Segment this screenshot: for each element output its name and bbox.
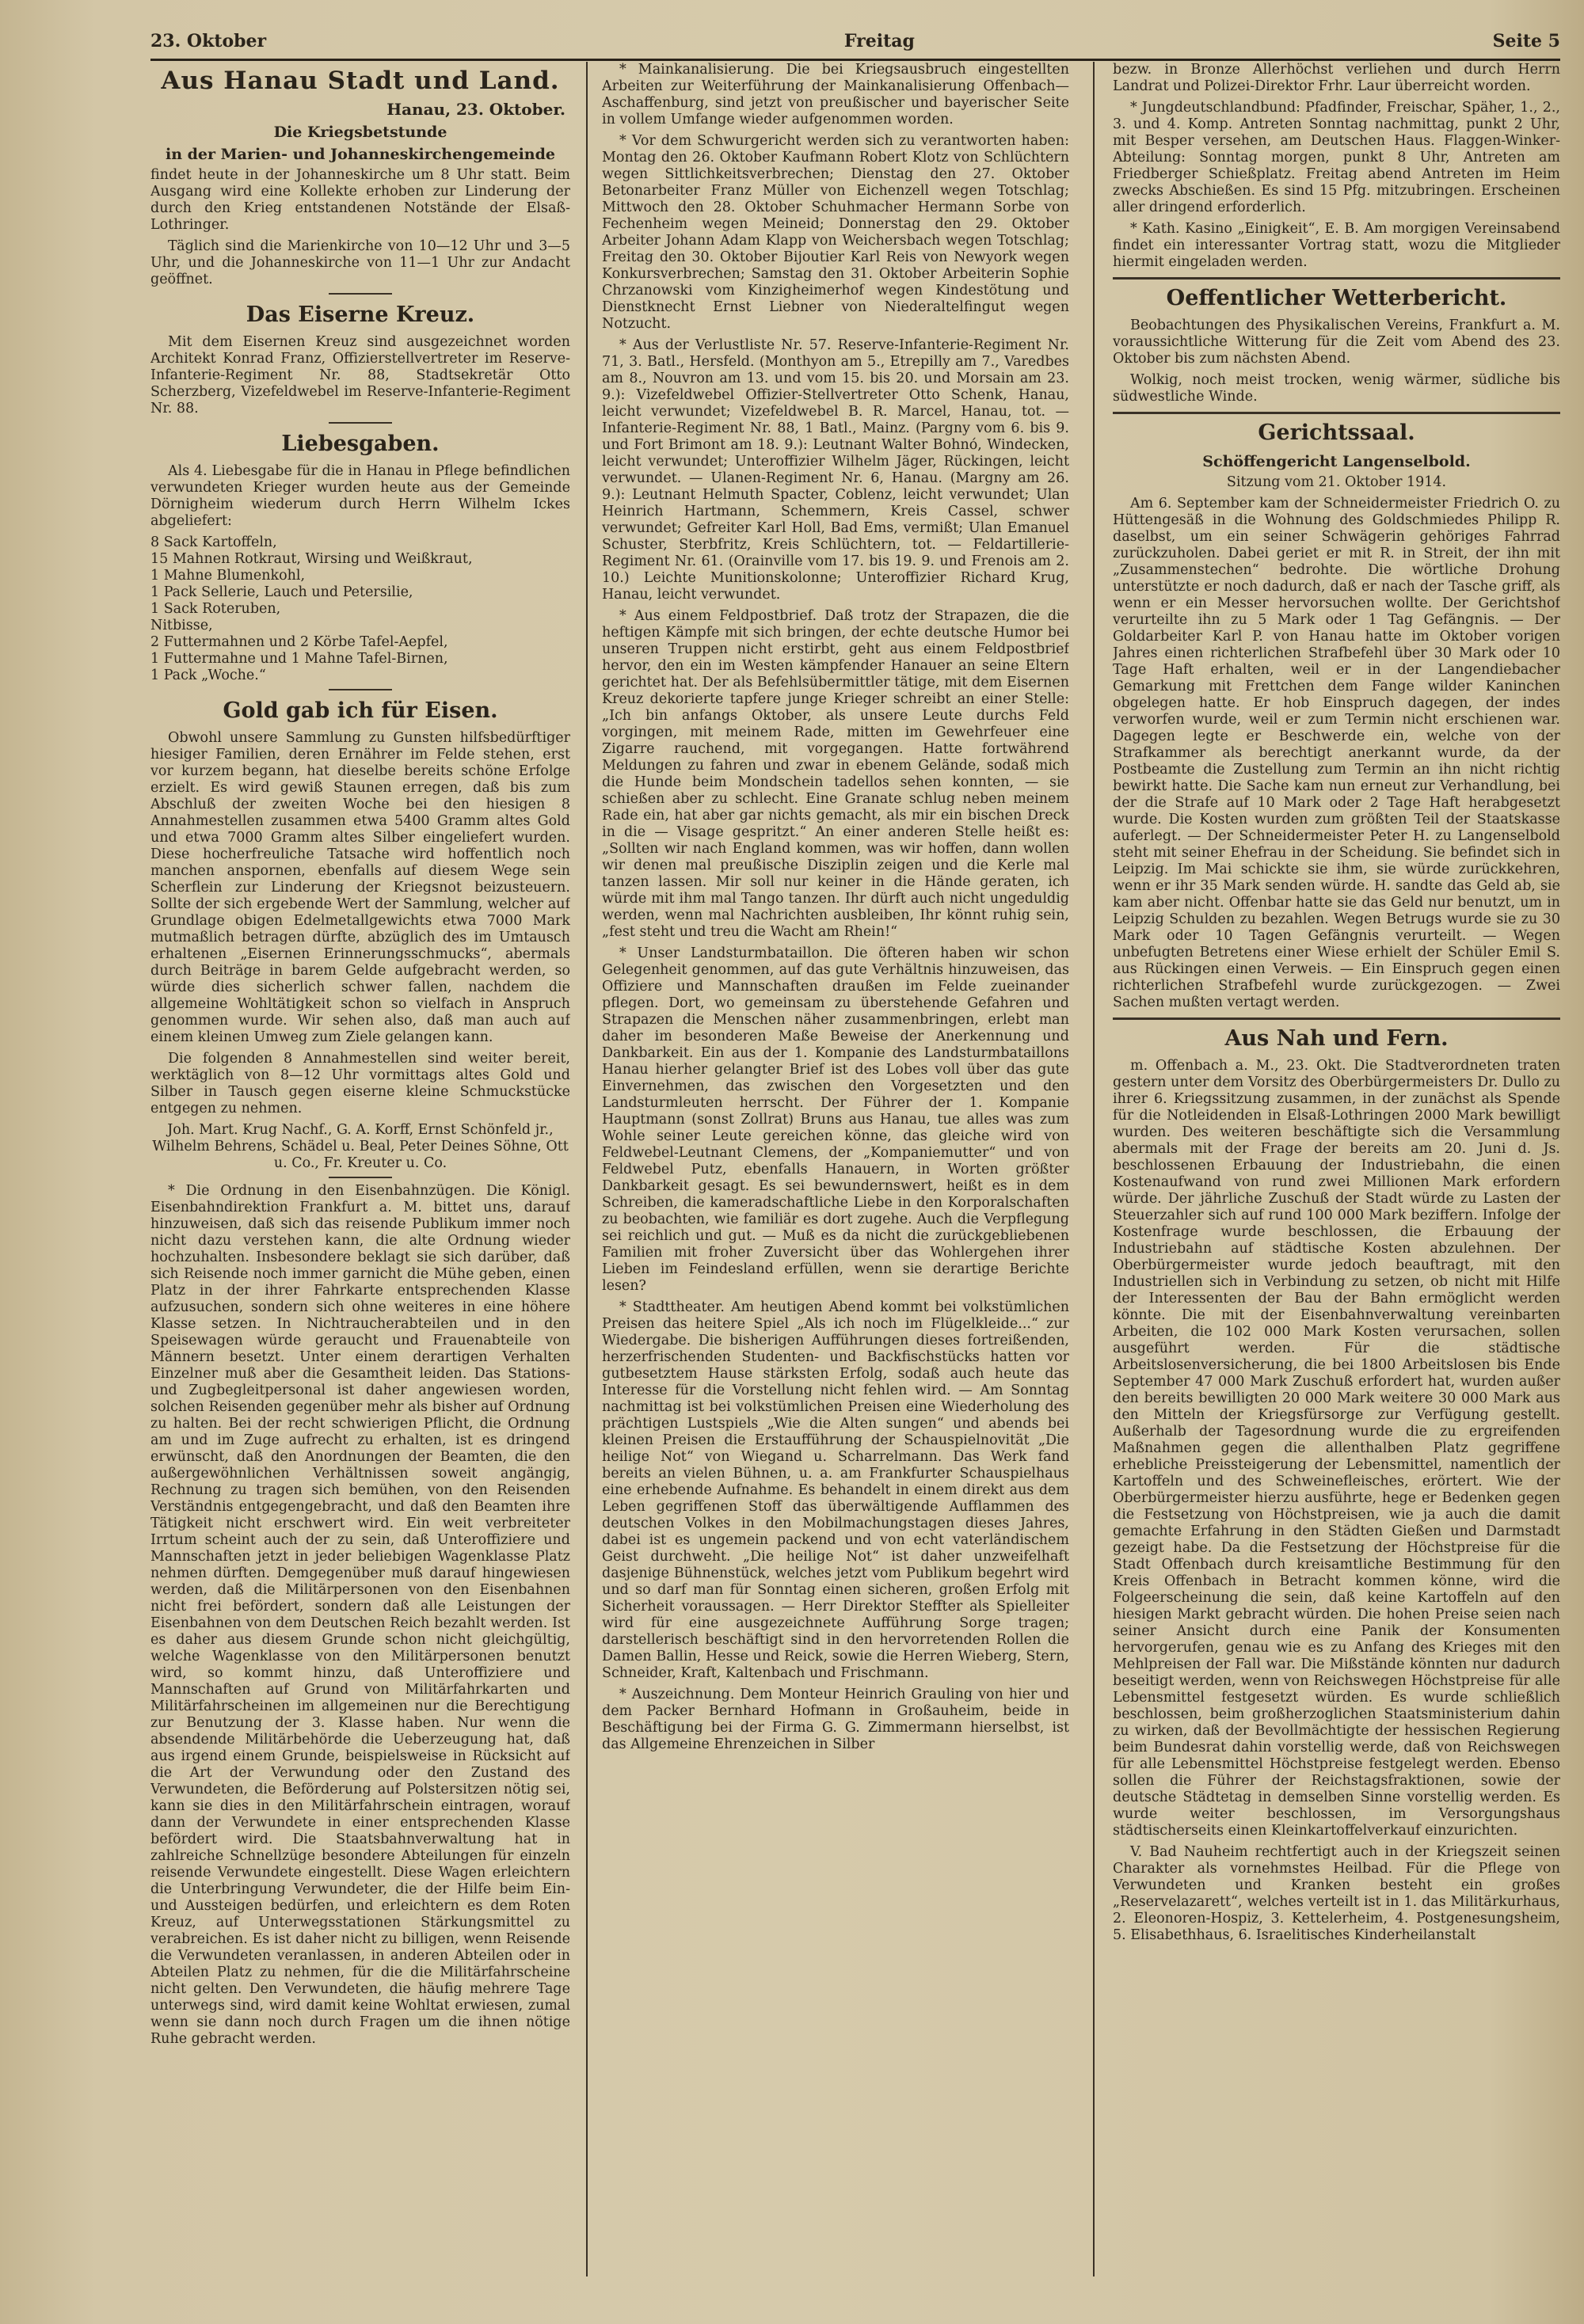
list-item: 15 Mahnen Rotkraut, Wirsing und Weißkraut,	[150, 551, 473, 567]
list-item: Nitbisse,	[150, 618, 213, 633]
paragraph: Wolkig, noch meist trocken, wenig wärmer, südliche bis südwestliche Winde.	[1113, 372, 1560, 405]
article-heading: Oeffentlicher Wetterbericht.	[1113, 277, 1560, 313]
list-item: 2 Futtermahnen und 2 Körbe Tafel-Aepfel,	[150, 634, 448, 650]
paragraph: Mit dem Eisernen Kreuz sind ausgezeichnet worden Architekt Konrad Franz, Offizierstellvertreter im Reserve-Infanterie-Regiment Nr. 88, Stadtsekretär Otto Scherzberg, Vizefeldwebel im Reserve-Infanterie-Regiment Nr. 88.	[150, 334, 570, 416]
page-header	[150, 24, 1560, 61]
divider	[329, 422, 392, 424]
list-item: 1 Pack „Woche.“	[150, 668, 266, 683]
header-date: 23. Oktober	[150, 31, 267, 51]
subheading: Die Kriegsbetstunde	[273, 124, 447, 141]
column-2	[602, 62, 1069, 2292]
column-1	[150, 62, 570, 2292]
paragraph: m. Offenbach a. M., 23. Okt. Die Stadtverordneten traten gestern unter dem Vorsitz des Oberbürgermeisters Dr. Dullo zu ihrer 6. Kriegssitzung zusammen, in der zunächst als Spende für die Notleidenden in Elsaß-Lothringen 2000 Mark bewilligt wurden. Des weiteren beschäftigte sich die Versammlung abermals mit der Frage der bereits am 20. Juni d. Js. beschlossenen Erbauung der Industriebahn, die einen Kostenaufwand von rund zwei Millionen Mark erfordern würde. Der jährliche Zuschuß der Stadt würde zu Lasten der Steuerzahler sich auf rund 100 000 Mark beziffern. Infolge der Kostenfrage wurde beschlossen, die Erbauung der Industriebahn auf städtische Kosten abzulehnen. Der Oberbürgermeister wurde jedoch beauftragt, mit den Industriellen sich in Verbindung zu setzen, ob nicht mit Hilfe der Interessenten der Bau der Bahn ermöglicht werden könnte. Die mit der Eisenbahnverwaltung vereinbarten Arbeiten, die 102 000 Mark Kosten verursachen, sollen ausgeführt werden. Für die städtische Arbeitslosenversicherung, die bei 1800 Arbeitslosen bis Ende September 47 000 Mark Zuschuß erfordert hat, wurden außer den bereits bewilligten 20 000 Mark weitere 30 000 Mark aus den Mitteln der Kriegsfürsorge zur Verfügung gestellt. Außerhalb der Tagesordnung wurde die zu ergreifenden Maßnahmen gegen die allenthalben Platz gegriffene erhebliche Preissteigerung der Lebensmittel, namentlich der Kartoffeln und des Schweinefleisches, erörtert. Wie der Oberbürgermeister hierzu ausführte, hege er Bedenken gegen die Festsetzung von Höchstpreisen, wie ja auch die damit gemachte Erfahrung in den Städten Gießen und Darmstadt gezeigt habe. Da die Festsetzung der Höchstpreise für die Stadt Offenbach durch kreisamtliche Bestimmung für den Kreis Offenbach in Betracht kommen könne, wird die Folgeerscheinung die sein, daß keine Kartoffeln auf den hiesigen Markt gebracht würden. Die hohen Preise seien nach seiner Ansicht durch eine Panik der Konsumenten hervorgerufen, genau wie es zu Anfang des Krieges mit den Mehlpreisen der Fall war. Die Mißstände könnten nur dadurch beseitigt werden, wenn von Reichswegen Höchstpreise für alle Lebensmittel festgesetzt würden. Es wurde schließlich beschlossen, beim großherzoglichen Staatsministerium dahin zu wirken, daß der Bevollmächtigte der hessischen Regierung beim Bundesrat dahin vorstellig werde, daß von Reichswegen für alle Lebensmittel Höchstpreise festgelegt werden. Ebenso sollen die Führer der Reichstagsfraktionen, sowie der deutsche Städtetag in demselben Sinne vorstellig werden. Es wurde weiter beschlossen, im Versorgungshaus städtischerseits einen Kleinkartoffelverkauf einzurichten.	[1113, 1058, 1560, 1839]
dateline: Hanau, 23. Oktober.	[386, 100, 565, 119]
article-heading: Gold gab ich für Eisen.	[223, 698, 498, 723]
subheading: Schöffengericht Langenselbold.	[1202, 453, 1471, 470]
paragraph: * Aus der Verlustliste Nr. 57. Reserve-Infanterie-Regiment Nr. 71, 3. Batl., Hersfeld. (Monthyon am 5., Etrepilly am 7., Varedbes am 8., Nouvron am 13. und vom 15. bis 20. und Morsain am 23. 9.): Vizefeldwebel Offizier-Stellvertreter Otto Schenk, Hanau, leicht verwundet; Vizefeldwebel B. R. Marcel, Hanau, tot. — Infanterie-Regiment Nr. 88, 1 Batl., Mainz. (Pargny vom 6. bis 9. und Fort Brimont am 18. 9.): Leutnant Walter Bohnó, Windecken, leicht verwundet; Unteroffizier Wilhelm Jäger, Rückingen, leicht verwundet. — Ulanen-Regiment Nr. 6, Hanau. (Margny am 26. 9.): Leutnant Helmuth Spacter, Coblenz, leicht verwundet; Ulan Heinrich Hartmann, Schemmern, Kreis Cassel, schwer verwundet; Gefreiter Karl Holl, Bad Ems, vermißt; Ulan Emanuel Schuster, Sterbfritz, Kreis Schlüchtern, tot. — Feldartillerie-Regiment Nr. 61. (Orainville vom 17. bis 19. 9. und Frenois am 2. 10.) Leichte Munitionskolonne; Unteroffizier Richard Krug, Hanau, leicht verwundet.	[602, 337, 1069, 603]
list-item: 1 Pack Sellerie, Lauch und Petersilie,	[150, 584, 413, 600]
divider	[329, 1177, 392, 1178]
paragraph: V. Bad Nauheim rechtfertigt auch in der Kriegszeit seinen Charakter als vornehmstes Heilbad. Für die Pflege von Verwundeten und Kranken besteht ein großes „Reservelazarett“, welches verteilt ist in 1. das Militärkurhaus, 2. Eleonoren-Hospiz, 3. Kettelerheim, 4. Postgenesungsheim, 5. Elisabethhaus, 6. Israelitisches Kinderheilanstalt	[1113, 1844, 1560, 1943]
paragraph: * Aus einem Feldpostbrief. Daß trotz der Strapazen, die die heftigen Kämpfe mit sich bringen, der echte deutsche Humor bei unseren Truppen nicht erstirbt, geht aus einem Feldpostbrief hervor, den ein im Westen kämpfender Hanauer an seine Eltern gerichtet hat. Der als Befehlsübermittler tätige, mit dem Eisernen Kreuz dekorierte tapfere junge Krieger schreibt an einer Stelle: „Ich bin anfangs Oktober, als unsere Leute durchs Feld vorgingen, mit meinem Rade, mitten im Gewehrfeuer eine Zigarre rauchend, mit vorgegangen. Hatte fortwährend Meldungen zu fahren und zwar in ebenem Gelände, sodaß mich die Hunde beim Mondschein tadellos sehen konnten, — sie schießen aber zu schlecht. Eine Granate schlug neben meinem Rade ein, hat aber gar nichts gemacht, als mir ein bischen Dreck in die — Visage gespritzt.“ An einer anderen Stelle heißt es: „Sollten wir nach England kommen, was wir hoffen, dann wollen wir denen mal preußische Disziplin zeigen und die Kerle mal tanzen lassen. Mir soll nur keiner in die Hände geraten, ich würde mit ihm mal Tango tanzen. Ihr dürft auch nicht ungeduldig werden, wenn mal Nachrichten ausbleiben, Ihr könnt ruhig sein, „fest steht und treu die Wacht am Rhein!“	[602, 608, 1069, 940]
article-heading: Liebesgaben.	[281, 432, 440, 456]
paragraph: * Auszeichnung. Dem Monteur Heinrich Grauling von hier und dem Packer Bernhard Hofmann in Großauheim, beide in Beschäftigung bei der Firma G. G. Zimmermann hierselbst, ist das Allgemeine Ehrenzeichen in Silber	[602, 1687, 1069, 1752]
paragraph: Am 6. September kam der Schneidermeister Friedrich O. zu Hüttengesäß in die Wohnung des Goldschmiedes Philipp R. daselbst, um ein seiner Schwägerin gehöriges Fahrrad zurückzuholen. Dabei geriet er mit R. in Streit, der ihn mit „Zusammenstechen“ bedrohte. Die wörtliche Drohung unterstützte er noch dadurch, daß er nach der Tasche griff, als wenn er ein Messer hervorsuchen wollte. Der Gerichtshof verurteilte ihn zu 5 Mark oder 1 Tag Gefängnis. — Der Goldarbeiter Karl P. von Hanau hatte im Oktober vorigen Jahres einen richterlichen Strafbefehl über 30 Mark oder 10 Tage Haft erhalten, weil er in der Langendiebacher Gemarkung mit Frettchen dem Fange wilder Kaninchen obgelegen hatte. Er hob Einspruch dagegen, der indes verworfen wurde, weil er zum Termin nicht erschienen war. Dagegen legte er Beschwerde ein, welche von der Strafkammer als berechtigt anerkannt wurde, da der Postbeamte die Zustellung zum Termin an ihn nicht richtig bewirkt hatte. Die Sache kam nun erneut zur Verhandlung, bei der die Strafe auf 10 Mark oder 2 Tage Haft herabgesetzt wurde. Die Kosten wurden zum größten Teil der Staatskasse auferlegt. — Der Schneidermeister Peter H. zu Langenselbold steht mit seiner Ehefrau in der Scheidung. Sie befindet sich in Leipzig. Im Mai schickte sie ihm, sie würde zurückkehren, wenn er ihr 35 Mark senden würde. H. sandte das Geld ab, sie kam aber nicht. Offenbar hatte sie das Geld nur benutzt, um in Leipzig Schulden zu bezahlen. Wegen Betrugs wurde sie zu 30 Mark oder 10 Tagen Gefängnis verurteilt. — Wegen unbefugten Betretens einer Wiese erhielt der Schüler Emil S. aus Rückingen einen Verweis. — Ein Einspruch gegen einen richterlichen Strafbefehl wurde zurückgezogen. — Zwei Sachen mußten vertagt werden.	[1113, 496, 1560, 1010]
paragraph: findet heute in der Johanneskirche um 8 Uhr statt. Beim Ausgang wird eine Kollekte erhoben zur Linderung der durch den Krieg entstandenen Notstände der Elsaß-Lothringer.	[150, 167, 570, 233]
paragraph: Täglich sind die Marienkirche von 10—12 Uhr und 3—5 Uhr, und die Johanneskirche von 11—1 Uhr zur Andacht geöffnet.	[150, 238, 570, 287]
article-heading: Gerichtssaal.	[1113, 412, 1560, 447]
header-paper: Freitag	[843, 31, 915, 51]
paragraph: * Vor dem Schwurgericht werden sich zu verantworten haben: Montag den 26. Oktober Kaufmann Robert Klotz von Schlüchtern wegen Sittlichkeitsverbrechen; Dienstag den 27. Oktober Betonarbeiter Franz Müller von Eichenzell wegen Totschlag; Mittwoch den 28. Oktober Schuhmacher Hermann Sorbe von Fechenheim wegen Meineid; Donnerstag den 29. Oktober Arbeiter Johann Adam Klapp von Weichersbach wegen Totschlag; Freitag den 30. Oktober Bijoutier Karl Reis von Newyork wegen Konkursverbrechen; Samstag den 31. Oktober Arbeiterin Sophie Chrzanowski vom Kinzigheimerhof wegen Kindestötung und Dienstknecht Ernst Liebner von Niederaltelfingut wegen Notzucht.	[602, 133, 1069, 332]
section-title: Aus Hanau Stadt und Land.	[161, 67, 560, 95]
paragraph: Die folgenden 8 Annahmestellen sind weiter bereit, werktäglich von 8—12 Uhr vormittags altes Gold und Silber in Tausch gegen eiserne kleine Schmuckstücke entgegen zu nehmen.	[150, 1051, 570, 1116]
list-item: 1 Sack Roteruben,	[150, 601, 281, 617]
paragraph: * Stadttheater. Am heutigen Abend kommt bei volkstümlichen Preisen das heitere Spiel „Als ich noch im Flügelkleide...“ zur Wiedergabe. Die bisherigen Aufführungen dieses fortreißenden, herzerfrischenden Studenten- und Backfischstücks hatten vor gutbesetztem Hause stärksten Erfolg, sodaß auch heute das Interesse für die Vorstellung nicht fehlen wird. — Am Sonntag nachmittag ist bei volkstümlichen Preisen eine Wiederholung des prächtigen Lustspiels „Wie die Alten sungen“ und abends bei kleinen Preisen die Erstaufführung der Schauspielnovität „Die heilige Not“ von Wiegand u. Scharrelmann. Das Werk fand bereits an vielen Bühnen, u. a. am Frankfurter Schauspielhaus eine erhebende Aufnahme. Es behandelt in einem direkt aus dem Leben gegriffenen Stoff das überwältigende Aufflammen des deutschen Volkes in den Mobilmachungstagen dieses Jahres, dabei ist es ungemein packend und von echt vaterländischem Geist durchweht. „Die heilige Not“ ist daher unzweifelhaft dasjenige Bühnenstück, welches jetzt vom Publikum begehrt wird und so darf man für Sonntag einen sicheren, großen Erfolg mit Sicherheit voraussagen. — Herr Direktor Steffter als Spielleiter wird für eine ausgezeichnete Aufführung Sorge tragen; darstellerisch beschäftigt sind in den hervorretenden Rollen die Damen Ballin, Hesse und Reick, sowie die Herren Wieberg, Stern, Schneider, Kraft, Kaltenbach und Frischmann.	[602, 1299, 1069, 1681]
column-3	[1113, 62, 1560, 2292]
article-heading: Das Eiserne Kreuz.	[246, 302, 475, 327]
paragraph: bezw. in Bronze Allerhöchst verliehen und durch Herrn Landrat und Polizei-Direktor Frhr. Laur überreicht worden.	[1113, 62, 1560, 94]
paragraph: * Die Ordnung in den Eisenbahnzügen. Die Königl. Eisenbahndirektion Frankfurt a. M. bittet uns, darauf hinzuweisen, daß sich das reisende Publikum immer noch nicht dazu verstehen kann, die alte Ordnung wieder hochzuhalten. Insbesondere beklagt sie sich darüber, daß sich Reisende noch immer garnicht die Mühe geben, einen Platz in der ihrer Fahrkarte entsprechenden Klasse aufzusuchen, sondern sich ohne weiteres in eine höhere Klasse setzen. In Nichtraucherabteilen und in den Speisewagen würde geraucht und Frauenabteile von Männern besetzt. Unter einem derartigen Verhalten Einzelner muß aber die Gesamtheit leiden. Das Stations- und Zugbegleitpersonal ist daher angewiesen worden, solchen Reisenden gegenüber mehr als bisher auf Ordnung zu halten. Bei der recht schwierigen Pflicht, die Ordnung am und im Zuge aufrecht zu erhalten, ist es dringend erwünscht, daß den Anordnungen der Beamten, die den außergewöhnlichen Verhältnissen soweit angängig, Rechnung zu tragen sich bemühen, von den Reisenden Verständnis entgegengebracht, und daß den Beamten ihre Tätigkeit nicht erschwert wird. Ein weit verbreiteter Irrtum scheint auch der zu sein, daß Unteroffiziere und Mannschaften jetzt in jeder beliebigen Wagenklasse Platz nehmen dürften. Demgegenüber muß darauf hingewiesen werden, daß die Militärpersonen von den Eisenbahnen nicht frei befördert, sondern daß alle Leistungen der Eisenbahnen von dem Deutschen Reich bezahlt werden. Ist es daher aus diesem Grunde schon nicht gleichgültig, welche Wagenklasse von den Militärpersonen benutzt wird, so kommt hinzu, daß Unteroffiziere und Mannschaften auf Grund von Militärfahrkarten und Militärfahrscheinen im allgemeinen nur die Berechtigung zur Benutzung der 3. Klasse haben. Nur wenn die absendende Militärbehörde die Ueberzeugung hat, daß aus irgend einem Grunde, beispielsweise in Rücksicht auf die Art der Verwundung oder den Zustand des Verwundeten, die Beförderung auf Polstersitzen nötig sei, kann sie dies in den Militärfahrschein eintragen, worauf dann der Verwundete in einer entsprechenden Klasse befördert wird. Die Staatsbahnverwaltung hat in zahlreiche Schnellzüge besondere Abteilungen für einzeln reisende Verwundete eingestellt. Diese Wagen erleichtern die Unterbringung Verwundeter, die der Hilfe beim Ein- und Aussteigen bedürfen, und erleichtern es dem Roten Kreuz, auf Unterwegsstationen Stärkungsmittel zu verabreichen. Es ist daher nicht zu billigen, wenn Reisende die Verwundeten veranlassen, in anderen Abteilen oder in Abteilen Platz zu nehmen, für die die Militärfahrscheine nicht gelten. Den Verwundeten, die häufig mehrere Tage unterwegs sind, wird damit keine Wohltat erwiesen, zumal wenn sie dann noch durch Fragen um die ihnen nötige Ruhe gebracht werden.	[150, 1183, 570, 2047]
donation-list	[150, 534, 570, 684]
list-item: 1 Futtermahne und 1 Mahne Tafel-Birnen,	[150, 651, 448, 667]
list-item: 8 Sack Kartoffeln,	[150, 534, 277, 550]
paragraph: * Kath. Kasino „Einigkeit“, E. B. Am morgigen Vereinsabend findet ein interessanter Vortrag statt, wozu die Mitglieder hiermit eingeladen werden.	[1113, 221, 1560, 270]
session-date: Sitzung vom 21. Oktober 1914.	[1226, 474, 1447, 490]
paragraph: Als 4. Liebesgabe für die in Hanau in Pflege befindlichen verwundeten Krieger wurden heute aus der Gemeinde Dörnigheim wiederum durch Herrn Wilhelm Ickes abgeliefert:	[150, 463, 570, 529]
paragraph: Beobachtungen des Physikalischen Vereins, Frankfurt a. M. voraussichtliche Witterung für die Zeit vom Abend des 23. Oktober bis zum nächsten Abend.	[1113, 318, 1560, 367]
paragraph: * Unser Landsturmbataillon. Die öfteren haben wir schon Gelegenheit genommen, auf das gute Verhältnis hinzuweisen, das Offiziere und Mannschaften draußen im Felde zueinander pflegen. Dort, wo gemeinsam zu überstehende Gefahren und Strapazen die Menschen näher zusammenbringen, erlebt man daher im besonderen Maße Beweise der Anerkennung und Dankbarkeit. Ein aus der 1. Kompanie des Landsturmbataillons Hanau hierher gelangter Brief ist des Lobes voll über das gute Einvernehmen, das zwischen den Vorgesetzten und den Landsturmleuten herrscht. Der Führer der 1. Kompanie Hauptmann (sonst Zollrat) Bruns aus Hanau, tue alles was zum Wohle seiner Leute gereichen könne, das gleiche wird von Feldwebel-Leutnant Clemens, der „Kompaniemutter“ und von Feldwebel Putz, ebenfalls Hanauern, in Worten größter Dankbarkeit gesagt. Es sei bewundernswert, heißt es in dem Schreiben, die kameradschaftliche Liebe in den Korporalschaften zu beobachten, wie familiär es dort zugehe. Auch die Verpflegung sei reichlich und gut. — Muß es da nicht die zurückgebliebenen Familien mit froher Zuversicht über das Wohlergehen ihrer Lieben im Feindesland erfüllen, wenn sie derartige Berichte lesen?	[602, 945, 1069, 1294]
header-page: Seite 5	[1492, 31, 1560, 51]
article-heading: Aus Nah und Fern.	[1113, 1017, 1560, 1053]
paragraph: Obwohl unsere Sammlung zu Gunsten hilfsbedürftiger hiesiger Familien, deren Ernährer im Felde stehen, erst vor kurzem begann, hat dieselbe bereits schöne Erfolge erzielt. Es wird gewiß Staunen erregen, daß bis zum Abschluß der zweiten Woche bei den hiesigen 8 Annahmestellen zusammen etwa 5400 Gramm altes Gold und etwa 7000 Gramm altes Silber eingeliefert wurden. Diese hocherfreuliche Tatsache wird hoffentlich noch manchen anspornen, ebenfalls auf diesem Wege sein Scherflein zur Linderung der Kriegsnot beizusteuern. Sollte der sich ergebende Wert der Sammlung, welcher auf Grundlage obigen Edelmetallgewichts etwa 7000 Mark mutmaßlich betragen dürfte, abzüglich des im Umtausch erhaltenen „Eisernen Erinnerungsschmucks“, abermals durch Beiträge in barem Gelde aufgebracht werden, so würde dies sicherlich schwer fallen, nachdem die allgemeine Wohltätigkeit schon so vielfach in Anspruch genommen wurde. Wir sehen also, daß man auch auf einem kleinen Umweg zum Ziele gelangen kann.	[150, 730, 570, 1045]
paragraph: Joh. Mart. Krug Nachf., G. A. Korff, Ernst Schönfeld jr., Wilhelm Behrens, Schädel u. Beal, Peter Deines Söhne, Ott u. Co., Fr. Kreuter u. Co.	[152, 1122, 569, 1171]
divider	[329, 689, 392, 690]
list-item: 1 Mahne Blumenkohl,	[150, 568, 306, 584]
divider	[329, 293, 392, 295]
column-rule	[586, 62, 588, 2276]
paragraph: * Mainkanalisierung. Die bei Kriegsausbruch eingestellten Arbeiten zur Weiterführung der Mainkanalisierung Offenbach—Aschaffenburg, sind jetzt von preußischer und bayerischer Seite in vollem Umfange wieder aufgenommen worden.	[602, 62, 1069, 127]
paragraph: * Jungdeutschlandbund: Pfadfinder, Freischar, Späher, 1., 2., 3. und 4. Komp. Antreten Sonntag nachmittag, punkt 2 Uhr, mit Besper versehen, am Deutschen Haus. Flaggen-Winker-Abteilung: Sonntag morgen, punkt 8 Uhr, Antreten am Friedberger Schießplatz. Freitag abend Antreten im Heim zwecks Abschießen. Es sind 15 Pfg. mitzubringen. Erscheinen aller dringend erforderlich.	[1113, 100, 1560, 215]
column-rule	[1093, 62, 1095, 2276]
subheading: in der Marien- und Johanneskirchengemeinde	[166, 146, 555, 163]
